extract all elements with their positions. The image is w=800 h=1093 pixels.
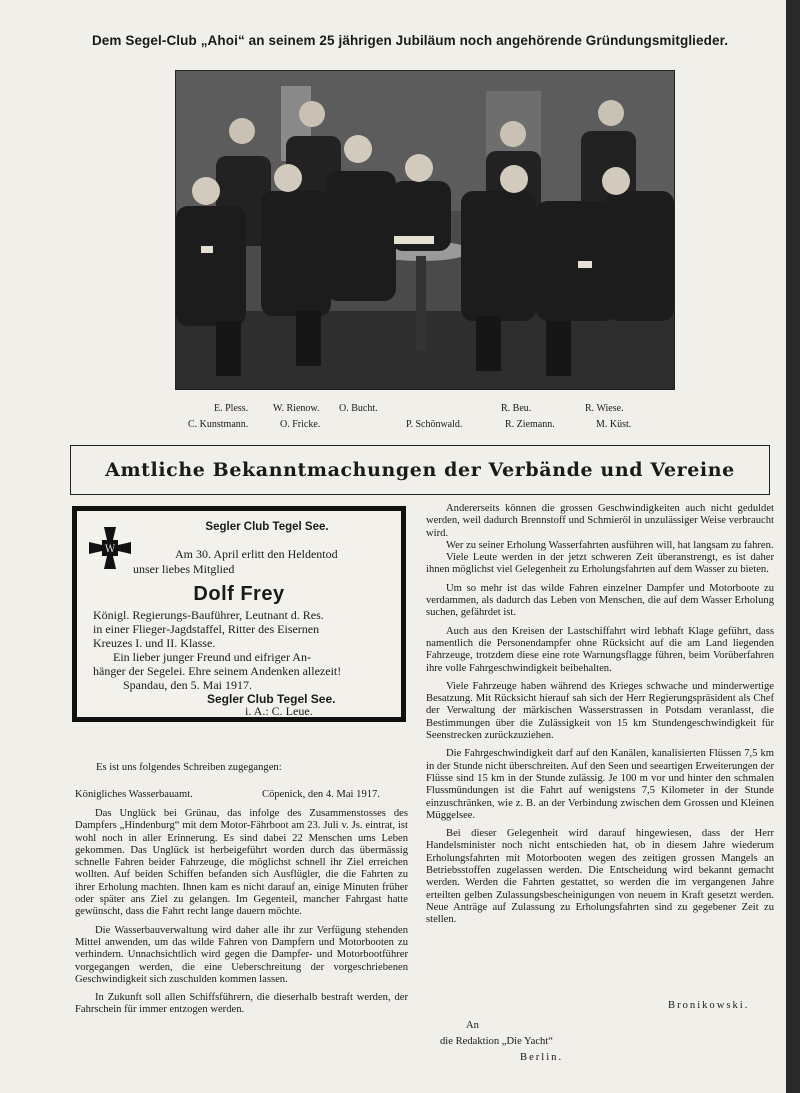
article-paragraph: Viele Leute werden in der jetzt schweren Zeit überanstrengt, es ist daher ihnen möglichst viel Gelegenheit zu Erholungsfahrten auf dem Wasser zu bieten. bbox=[426, 552, 774, 576]
article-paragraph: Um so mehr ist das wilde Fahren einzelner Dampfer und Motorboote zu verdammen, als dadurch das Leben von Menschen, die auf dem Wasser Erholung suchen, gefährdet ist. bbox=[426, 582, 774, 619]
obituary-signature-club: Segler Club Tegel See. bbox=[207, 692, 336, 706]
caption-name: R. Beu. bbox=[501, 403, 532, 414]
address-line: Berlin. bbox=[520, 1052, 564, 1063]
obituary-line: unser liebes Mitglied bbox=[133, 562, 235, 576]
caption-name: O. Bucht. bbox=[339, 403, 378, 414]
caption-name: P. Schönwald. bbox=[406, 419, 463, 430]
article-paragraph: Auch aus den Kreisen der Lastschiffahrt wird lebhaft Klage geführt, dass namentlich die Personendampfer ohne Rücksicht auf die am Land liegenden Fahrzeuge, trotzdem diese eine rote Warnungsflagge führen, beim Vorüberfahren ihre volle Fahrgeschwindigkeit beibehalten. bbox=[426, 625, 774, 674]
iron-cross-icon bbox=[87, 525, 133, 571]
letter-place-date: Cöpenick, den 4. Mai 1917. bbox=[262, 789, 380, 800]
group-photo-illustration bbox=[176, 71, 674, 389]
obituary-signature: i. A.: C. Leue. bbox=[245, 704, 313, 718]
page-edge-shadow bbox=[786, 0, 800, 1093]
obituary-detail: in einer Flieger-Jagdstaffel, Ritter des Eisernen bbox=[93, 622, 320, 636]
caption-name: R. Ziemann. bbox=[505, 419, 555, 430]
article-paragraph: Wer zu seiner Erholung Wasserfahrten ausführen will, hat langsam zu fahren. bbox=[446, 539, 774, 551]
group-photo bbox=[175, 70, 675, 390]
photo-headline: Dem Segel-Club „Ahoi“ an seinem 25 jährigen Jubiläum noch angehörende Gründungsmitglieder. bbox=[91, 33, 729, 48]
section-title: Amtliche Bekanntmachungen der Verbände und Vereine bbox=[105, 459, 735, 481]
section-banner bbox=[70, 445, 770, 495]
article-left-column bbox=[75, 808, 408, 1017]
address-line: die Redaktion „Die Yacht“ bbox=[440, 1036, 553, 1047]
obituary-detail: hänger der Segelei. Ehre seinem Andenken allezeit! bbox=[93, 664, 342, 678]
obituary-line: Am 30. April erlitt den Heldentod bbox=[175, 547, 338, 561]
caption-name: C. Kunstmann. bbox=[188, 419, 249, 430]
article-paragraph: Das Unglück bei Grünau, das infolge des Zusammenstosses des Dampfers „Hindenburg“ mit dem Motor-Fährboot am 23. Juli v. Js. eintrat, ist wohl noch in aller Erinnerung. Es sind dabei 22 Menschen ums Leben gekommen. Das Unglück ist herbeigeführt worden durch das übermässig schnelle Fahren beider Fahrzeuge, die möglichst schnell ihr Ziel erreichen wollten. Auf beiden Schiffen befanden sich Ausflügler, die die Fahrten zu ihrer Erholung machten. Ihnen kam es nicht darauf an, einige Minuten früher oder später ans Ziel zu gelangen. Im Gegenteil, mancher Fahrgast hatte gewünscht, dass die Fahrt recht lange dauern möchte. bbox=[75, 808, 408, 918]
obituary-notice bbox=[72, 506, 406, 722]
article-paragraph: Bei dieser Gelegenheit wird darauf hingewiesen, dass der Herr Handelsminister noch nicht entschieden hat, ob in diesem Jahre wiederum Erholungsfahrten mit Motorbooten wegen des zeitigen grossen Mangels an Betriebsstoffen zugelassen werden. Die Entscheidung wird bekannt gemacht werden. Werden die Fahrten gestattet, so werden die im vergangenen Jahre erteilten gelben Zulassungsbescheinigungen von neuem in Kraft gesetzt werden. Neue Anträge auf Zulassung zu Erholungsfahrten sind zu gegebener Zeit zu stellen. bbox=[426, 828, 774, 926]
article-paragraph: Andererseits können die grossen Geschwindigkeiten auch nicht geduldet werden, weil dadurch Brennstoff und Schmieröl in unzulässiger Weise verbraucht wird. bbox=[426, 503, 774, 539]
obituary-detail: Spandau, den 5. Mai 1917. bbox=[123, 678, 252, 692]
letter-intro: Es ist uns folgendes Schreiben zugegangen: bbox=[96, 762, 282, 773]
caption-name: W. Rienow. bbox=[273, 403, 320, 414]
caption-name: O. Fricke. bbox=[280, 419, 321, 430]
caption-name: R. Wiese. bbox=[585, 403, 624, 414]
article-paragraph: In Zukunft soll allen Schiffsführern, die dieserhalb bestraft werden, der Fahrschein für immer entzogen werden. bbox=[75, 992, 408, 1016]
obituary-club: Segler Club Tegel See. bbox=[205, 521, 329, 533]
obituary-detail: Ein lieber junger Freund und eifriger An- bbox=[113, 650, 311, 664]
article-right-column bbox=[426, 503, 774, 927]
caption-name: M. Küst. bbox=[596, 419, 632, 430]
caption-name: E. Pless. bbox=[214, 403, 249, 414]
deceased-name: Dolf Frey bbox=[193, 583, 285, 605]
address-line: An bbox=[466, 1020, 479, 1031]
obituary-detail: Königl. Regierungs-Bauführer, Leutnant d. Res. bbox=[93, 608, 324, 622]
letter-signature: Bronikowski. bbox=[668, 1000, 750, 1011]
letter-sender: Königliches Wasserbauamt. bbox=[75, 789, 193, 800]
svg-text:W: W bbox=[104, 544, 116, 555]
obituary-detail: Kreuzes I. und II. Klasse. bbox=[93, 636, 216, 650]
article-paragraph: Die Wasserbauverwaltung wird daher alle ihr zur Verfügung stehenden Mittel anwenden, um das wilde Fahren von Dampfern und Motorbooten zu verhindern. Unnachsichtlich wird gegen die Dampfer- und Motorbootführer vorgegangen werden, die eine Ueberschreitung der vorgeschriebenen Geschwindigkeit sich zuschulden kommen lassen. bbox=[75, 924, 408, 985]
article-paragraph: Viele Fahrzeuge haben während des Krieges schwache und minderwertige Besatzung. Mit Rücksicht hierauf sah sich der Herr Regierungspräsident als Chef der Verwaltung der märkischen Wasserstrassen in Potsdam veranlasst, die Bestimmungen über die Zulässigkeit von 15 km Stundengeschwindigkeit für Seenstrecken zurückzuziehen. bbox=[426, 680, 774, 742]
article-paragraph: Die Fahrgeschwindigkeit darf auf den Kanälen, kanalisierten Flüssen 7,5 km in der Stunde nicht überschreiten. Auf den Seen und seeartigen Erweiterungen der Flüsse sind 15 km in der Stunde zulässig. Je 100 m vor und hinter den schmalen Flussmündungen ist die Fahrt auf wenigstens 7,5 Kilometer in der Stunde einzuschränken, wie z. B. an der Verbindung zwischen dem Grossen und Kleinen Müggelsee. bbox=[426, 748, 774, 821]
